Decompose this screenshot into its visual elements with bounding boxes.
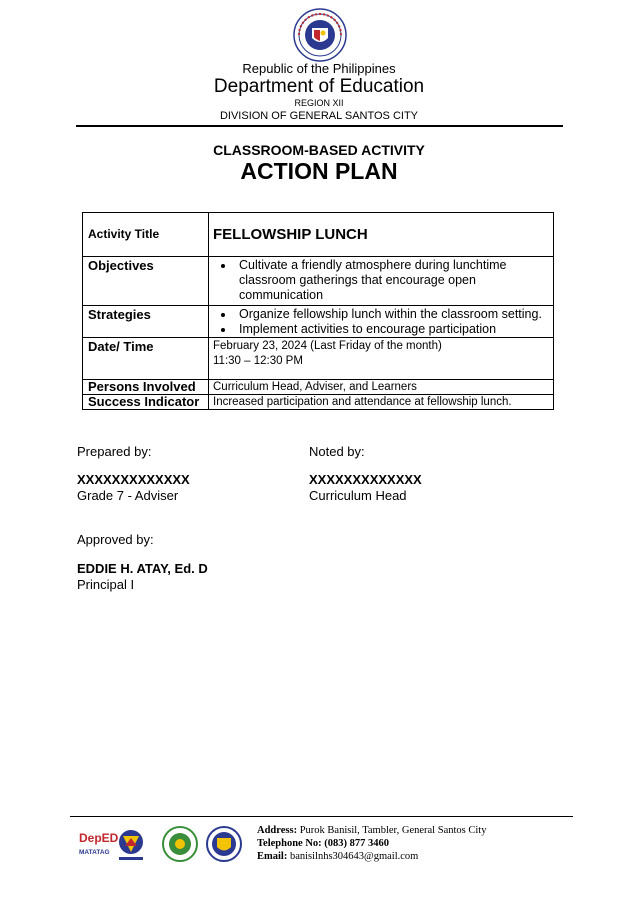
date-time-cell (209, 338, 554, 380)
activity-title-value: FELLOWSHIP LUNCH (209, 213, 554, 257)
date-time-label: Date/ Time (83, 338, 209, 380)
footer-divider (70, 816, 573, 817)
matatag-text: MATATAG (79, 849, 110, 856)
email-line (257, 850, 486, 863)
approved-name: EDDIE H. ATAY, Ed. D (77, 561, 208, 576)
strategies-label: Strategies (83, 306, 209, 338)
action-plan-table (82, 212, 554, 410)
prepared-name: XXXXXXXXXXXXX (77, 472, 190, 487)
address-line (257, 824, 486, 837)
table-row-persons (83, 380, 554, 395)
region-line: REGION XII (294, 98, 344, 108)
noted-position: Curriculum Head (309, 488, 407, 503)
strategies-list (213, 307, 549, 337)
telephone-value: (083) 877 3460 (324, 838, 390, 849)
prepared-by-block (77, 472, 190, 504)
noted-name: XXXXXXXXXXXXX (309, 472, 422, 487)
persons-value: Curriculum Head, Adviser, and Learners (209, 380, 554, 395)
table-row-success (83, 395, 554, 410)
approved-by-block (77, 561, 208, 593)
bagong-pilipinas-logo (119, 830, 143, 860)
deped-text: DepED (79, 831, 119, 845)
address-label: Address: (257, 825, 298, 836)
objective-item: • Cultivate a friendly atmosphere during lunchtime classroom gatherings that encourage open communication (235, 258, 549, 303)
strategy-item: • Organize fellowship lunch within the classroom setting. (235, 307, 549, 322)
objectives-cell (209, 257, 554, 306)
prepared-position: Grade 7 - Adviser (77, 488, 179, 503)
strategy-item: • Implement activities to encourage participation (235, 322, 549, 337)
objectives-list (213, 258, 549, 303)
strategies-cell (209, 306, 554, 338)
time-value: 11:30 – 12:30 PM (213, 355, 303, 367)
email-label: Email: (257, 851, 288, 862)
table-row-date-time (83, 338, 554, 380)
table-row-activity-title (83, 213, 554, 257)
date-value: February 23, 2024 (Last Friday of the month) (213, 340, 442, 352)
noted-by-block (309, 472, 422, 504)
deped-seal-logo (293, 8, 347, 62)
persons-label: Persons Involved (83, 380, 209, 395)
school-contact-info (257, 824, 486, 863)
email-value[interactable]: banisilnhs304643@gmail.com (289, 851, 419, 862)
document-title: ACTION PLAN (240, 158, 398, 184)
telephone-line (257, 837, 486, 850)
prepared-by-label: Prepared by: (77, 444, 152, 459)
telephone-label: Telephone No: (257, 838, 322, 849)
approved-position: Principal I (77, 577, 135, 592)
success-label: Success Indicator (83, 395, 209, 410)
activity-title-label: Activity Title (83, 213, 209, 257)
deped-matatag-logo (78, 828, 119, 856)
noted-by-label: Noted by: (309, 444, 365, 459)
approved-by-label: Approved by: (77, 532, 154, 547)
table-row-strategies (83, 306, 554, 338)
address-value: Purok Banisil, Tambler, General Santos City (299, 825, 487, 836)
objectives-label: Objectives (83, 257, 209, 306)
table-row-objectives (83, 257, 554, 306)
school-seal-logo (207, 827, 241, 861)
footer-logos (78, 824, 246, 864)
division-seal-logo (163, 827, 197, 861)
document-kind: CLASSROOM-BASED ACTIVITY (213, 142, 425, 158)
division-line: DIVISION OF GENERAL SANTOS CITY (219, 110, 419, 122)
header-divider (76, 125, 563, 127)
success-value: Increased participation and attendance at fellowship lunch. (209, 395, 554, 410)
republic-line: Republic of the Philippines (242, 61, 396, 76)
department-name: Department of Education (213, 76, 425, 97)
